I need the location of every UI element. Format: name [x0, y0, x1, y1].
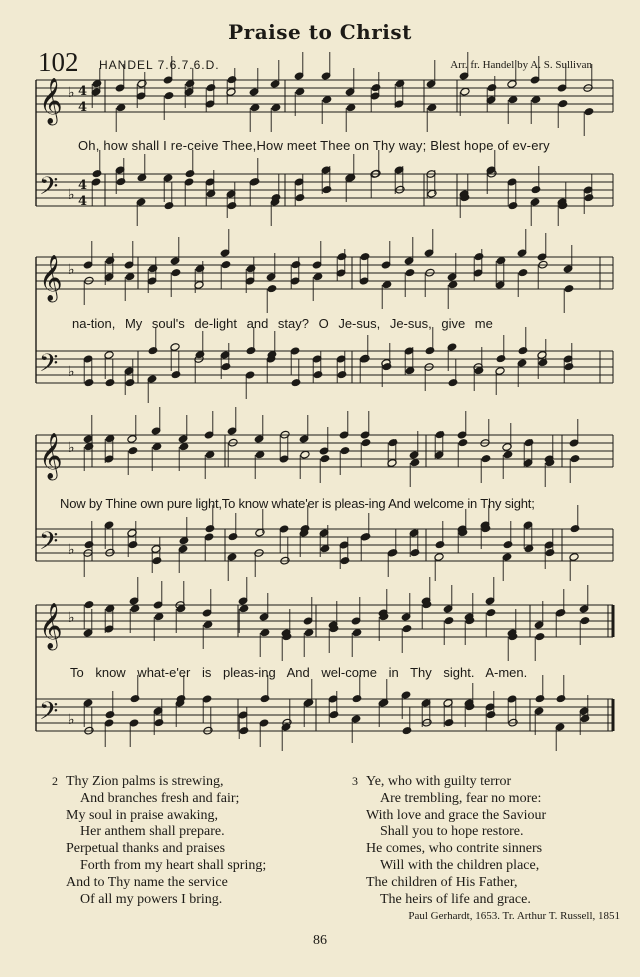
- verse-line: And branches fresh and fair;: [80, 790, 240, 806]
- note-head: [395, 79, 405, 88]
- note-head: [444, 616, 454, 625]
- note-head: [92, 169, 102, 178]
- note-head: [518, 268, 528, 277]
- note-head: [137, 173, 147, 182]
- note-head: [227, 75, 237, 84]
- note-head: [531, 95, 541, 104]
- note-head: [130, 604, 140, 613]
- note-head: [545, 548, 555, 557]
- time-signature: 4: [78, 84, 88, 99]
- note-head: [535, 632, 545, 641]
- verse-3: [352, 773, 547, 908]
- note-head: [448, 378, 458, 387]
- note-head: [503, 540, 513, 549]
- note-head: [206, 189, 216, 198]
- note-head: [524, 544, 534, 553]
- bass-clef: 𝄢: [39, 527, 59, 562]
- note-head: [148, 346, 158, 355]
- note-head: [448, 280, 458, 289]
- note-head: [427, 189, 437, 198]
- note-head: [346, 103, 356, 112]
- note-head: [564, 284, 574, 293]
- note-head: [538, 358, 548, 367]
- flat-key-signature: ♭: [68, 187, 75, 203]
- note-head: [361, 438, 371, 447]
- note-head: [388, 438, 398, 447]
- flat-key-signature: ♭: [68, 610, 75, 626]
- note-head: [313, 370, 323, 379]
- note-head: [271, 103, 281, 112]
- note-head: [352, 694, 362, 703]
- lyric-line-3: Now by Thine own pure light,To know whate'er is pleas-ing And welcome in Thy sight;: [60, 496, 535, 511]
- verse-line: Will with the children place,: [380, 857, 540, 873]
- treble-clef: 𝄞: [39, 255, 63, 301]
- note-head: [179, 536, 189, 545]
- verse-line: Perpetual thanks and praises: [66, 841, 226, 857]
- note-head: [246, 264, 256, 273]
- note-head: [164, 91, 174, 100]
- note-head: [320, 454, 330, 463]
- note-head: [474, 252, 484, 261]
- note-head: [322, 185, 332, 194]
- treble-clef: 𝄞: [39, 603, 63, 649]
- note-head: [382, 280, 392, 289]
- note-head: [295, 193, 305, 202]
- note-head: [435, 540, 445, 549]
- note-head: [105, 378, 115, 387]
- flat-key-signature: ♭: [68, 85, 75, 101]
- time-signature: 4: [78, 194, 88, 209]
- note-head: [116, 103, 126, 112]
- note-head: [148, 264, 158, 273]
- note-head: [228, 532, 238, 541]
- verse-line: The heirs of life and grace.: [380, 891, 531, 907]
- time-signature: 4: [78, 178, 88, 193]
- note-head: [179, 442, 189, 451]
- note-head: [486, 710, 496, 719]
- note-head: [531, 185, 541, 194]
- note-head: [487, 83, 497, 92]
- note-head: [84, 442, 94, 451]
- note-head: [125, 272, 135, 281]
- flat-key-signature: ♭: [68, 712, 75, 728]
- note-head: [425, 346, 435, 355]
- verse-line: Thy Zion palms is strewing,: [66, 774, 224, 789]
- note-head: [84, 378, 94, 387]
- hymn-title: Praise to Christ: [228, 20, 412, 44]
- note-head: [152, 442, 162, 451]
- note-head: [239, 726, 249, 735]
- note-head: [322, 95, 332, 104]
- note-head: [360, 252, 370, 261]
- note-head: [570, 454, 580, 463]
- note-head: [128, 446, 138, 455]
- note-head: [508, 201, 518, 210]
- verse-line: My soul in praise awaking,: [66, 807, 219, 823]
- page-number: 86: [313, 933, 327, 948]
- note-head: [410, 548, 420, 557]
- note-head: [410, 458, 420, 467]
- note-head: [205, 524, 215, 533]
- verse-line: Of all my powers I bring.: [80, 891, 223, 907]
- note-head: [185, 79, 195, 88]
- note-head: [486, 608, 496, 617]
- note-head: [300, 450, 310, 459]
- note-head: [337, 370, 347, 379]
- note-head: [250, 103, 260, 112]
- note-head: [564, 362, 574, 371]
- note-head: [221, 362, 231, 371]
- note-head: [203, 620, 213, 629]
- note-head: [304, 628, 314, 637]
- note-head: [535, 694, 545, 703]
- note-head: [584, 107, 594, 116]
- note-head: [105, 710, 115, 719]
- note-head: [205, 450, 215, 459]
- note-head: [295, 87, 305, 96]
- note-head: [227, 201, 237, 210]
- verse-line: He comes, who contrite sinners: [366, 841, 543, 857]
- note-head: [340, 556, 350, 565]
- note-head: [154, 718, 164, 727]
- note-head: [371, 83, 381, 92]
- note-head: [313, 272, 323, 281]
- lyric-line-2: na-tion, My soul's de-light and stay? O Je-sus, Je-sus, give me: [72, 316, 493, 331]
- verse-line: Are trembling, fear no more:: [380, 790, 542, 806]
- time-signature: 4: [78, 100, 88, 115]
- note-head: [580, 616, 590, 625]
- note-head: [320, 544, 330, 553]
- note-head: [239, 604, 249, 613]
- flat-key-signature: ♭: [68, 364, 75, 380]
- note-head: [405, 366, 415, 375]
- note-head: [496, 354, 506, 363]
- note-head: [427, 103, 437, 112]
- verse-number: 2: [52, 774, 58, 788]
- verse-2: [52, 773, 267, 908]
- treble-clef: 𝄞: [39, 433, 63, 479]
- flat-key-signature: ♭: [68, 262, 75, 278]
- note-head: [508, 95, 518, 104]
- verse-line: With love and grace the Saviour: [366, 807, 547, 823]
- note-head: [116, 177, 126, 186]
- note-head: [255, 450, 265, 459]
- note-head: [125, 378, 135, 387]
- note-head: [154, 612, 164, 621]
- note-head: [352, 628, 362, 637]
- note-head: [206, 83, 216, 92]
- note-head: [260, 694, 270, 703]
- note-head: [481, 454, 491, 463]
- note-head: [171, 268, 181, 277]
- note-head: [435, 430, 445, 439]
- arrangement-credit: Arr. fr. Handel by A. S. Sullivan: [450, 59, 592, 71]
- verse-line: Shall you to hope restore.: [380, 824, 524, 840]
- bass-clef: 𝄢: [39, 697, 59, 732]
- note-head: [580, 714, 590, 723]
- note-head: [291, 260, 301, 269]
- verse-line: And to Thy name the service: [66, 874, 228, 890]
- note-head: [105, 434, 115, 443]
- note-head: [185, 169, 195, 178]
- bass-clef: 𝄢: [39, 172, 59, 207]
- note-head: [405, 268, 415, 277]
- flat-key-signature: ♭: [68, 440, 75, 456]
- note-head: [164, 201, 174, 210]
- note-head: [291, 378, 301, 387]
- note-head: [92, 79, 102, 88]
- note-head: [246, 346, 256, 355]
- note-head: [558, 99, 568, 108]
- note-head: [84, 600, 94, 609]
- note-head: [460, 87, 470, 96]
- verse-line: Ye, who with guilty terror: [366, 774, 512, 789]
- note-head: [195, 264, 205, 273]
- note-head: [496, 256, 506, 265]
- note-head: [267, 284, 277, 293]
- note-head: [221, 260, 231, 269]
- bass-clef: 𝄢: [39, 349, 59, 384]
- note-head: [105, 604, 115, 613]
- tune-name: HANDEL 7.6.7.6.D.: [99, 58, 220, 72]
- note-head: [402, 624, 412, 633]
- flat-key-signature: ♭: [68, 542, 75, 558]
- verse-number: 3: [352, 774, 358, 788]
- note-head: [524, 438, 534, 447]
- hymn-number: 102: [38, 47, 79, 77]
- note-head: [171, 370, 181, 379]
- treble-clef: 𝄞: [39, 78, 63, 124]
- note-head: [137, 79, 147, 88]
- note-head: [340, 446, 350, 455]
- note-head: [128, 540, 138, 549]
- note-head: [556, 694, 566, 703]
- note-head: [255, 528, 265, 537]
- note-head: [84, 540, 94, 549]
- verse-line: Forth from my heart shall spring;: [80, 857, 267, 873]
- note-head: [260, 628, 270, 637]
- note-head: [329, 710, 339, 719]
- note-head: [518, 346, 528, 355]
- note-head: [570, 524, 580, 533]
- lyric-line-4: To know what-e'er is pleas-ing And wel-come in Thy sight. A-men.: [70, 665, 528, 680]
- author-credits: Paul Gerhardt, 1653. Tr. Arthur T. Russell, 1851: [408, 910, 620, 922]
- note-head: [503, 450, 513, 459]
- note-head: [337, 252, 347, 261]
- note-head: [458, 438, 468, 447]
- note-head: [584, 193, 594, 202]
- note-head: [152, 556, 162, 565]
- lyric-line-1: Oh, how shall I re-ceive Thee,How meet Thee on Thy way; Blest hope of ev-ery: [78, 138, 550, 153]
- note-head: [130, 694, 140, 703]
- note-head: [444, 718, 454, 727]
- verse-line: The children of His Father,: [366, 874, 518, 890]
- note-head: [105, 256, 115, 265]
- verse-line: Her anthem shall prepare.: [80, 824, 225, 840]
- note-head: [402, 726, 412, 735]
